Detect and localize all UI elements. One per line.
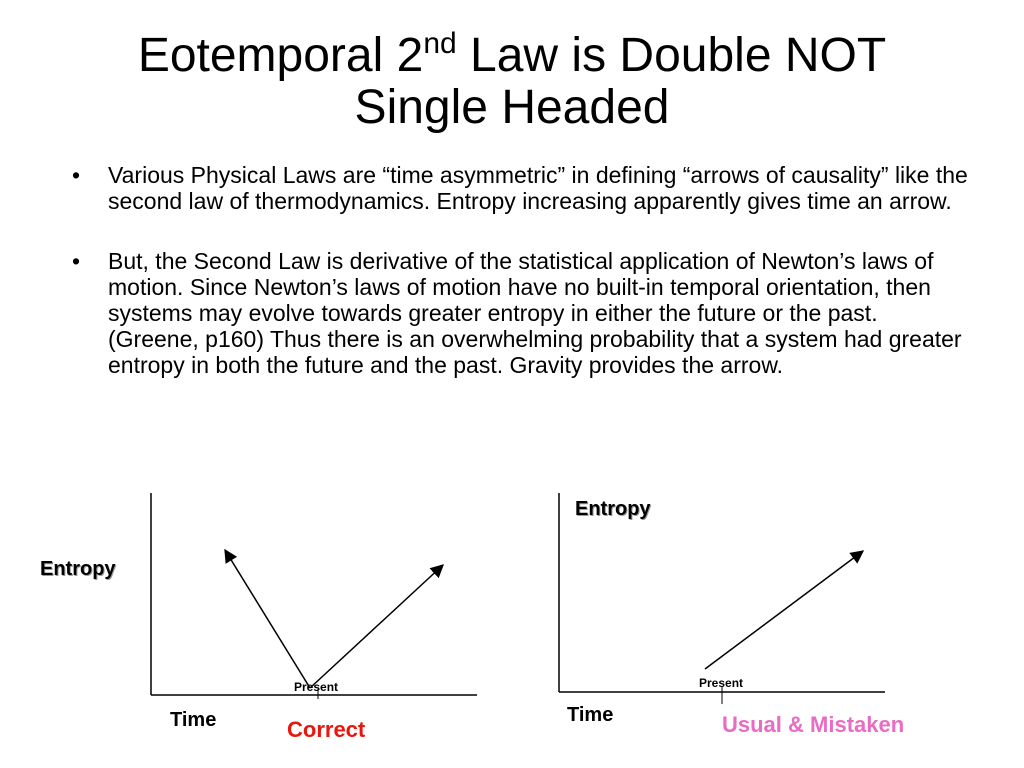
correct-caption: Correct <box>287 717 366 742</box>
title-line-2: Single Headed <box>354 81 670 134</box>
right-diagram <box>559 493 885 704</box>
left-past-arrow <box>225 550 310 688</box>
bullet-dot: • <box>72 248 81 274</box>
right-y-axis-label: Entropy <box>575 498 651 520</box>
bullet-text: Various Physical Laws are “time asymmetric” in defining “arrows of causality” like the second law of thermodynamics. Entropy increasing apparently gives time an arrow. <box>108 162 968 214</box>
title-text-part2: Law is Double NOT <box>456 29 887 82</box>
left-y-axis-label: Entropy <box>40 558 116 580</box>
right-x-axis-label: Time <box>567 704 614 726</box>
bullet-text: But, the Second Law is derivative of the statistical application of Newton’s laws of motion. Since Newton’s laws of motion have no built-in temporal orientation, then systems may evolve towards greater entropy in either the future or the past. (Greene, p160) Thus there is an overwhelming probability that a system had greater entropy in both the future and the past. Gravity provides the arrow. <box>108 248 962 378</box>
title-superscript: nd <box>423 27 457 60</box>
left-diagram <box>151 493 477 699</box>
mistaken-caption: Usual & Mistaken <box>722 712 905 737</box>
left-present-label: Present <box>294 680 339 694</box>
right-present-label: Present <box>699 676 744 690</box>
right-future-arrow <box>705 551 863 669</box>
bullet-dot: • <box>72 162 81 188</box>
title-text-part1: Eotemporal 2 <box>137 29 424 82</box>
left-x-axis-label: Time <box>170 709 217 731</box>
left-future-arrow <box>310 565 443 688</box>
